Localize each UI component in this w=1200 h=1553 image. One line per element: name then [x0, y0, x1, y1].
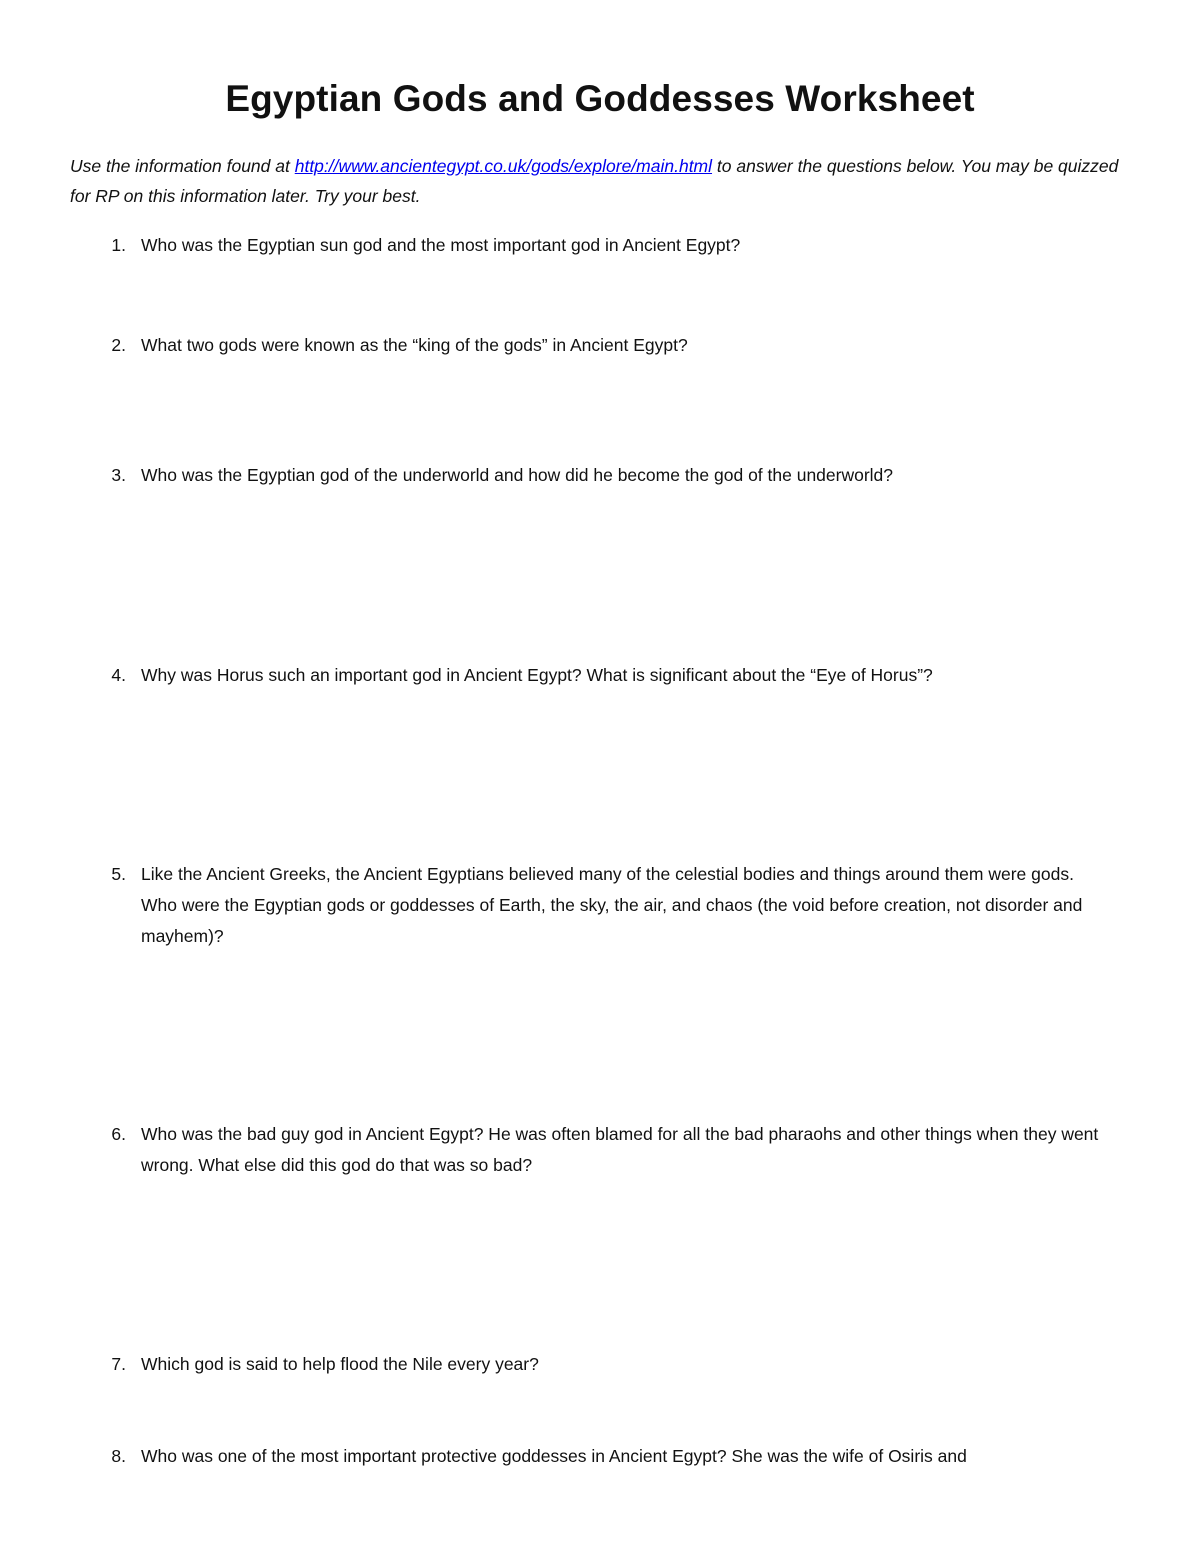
question-text: What two gods were known as the “king of the gods” in Ancient Egypt?	[141, 335, 688, 355]
question-number: 2.	[111, 335, 126, 355]
question-number: 1.	[111, 235, 126, 255]
intro-text-before-link: Use the information found at	[70, 156, 295, 176]
question-item	[100, 330, 1110, 361]
question-number: 5.	[111, 864, 126, 884]
question-text: Who was the Egyptian sun god and the most important god in Ancient Egypt?	[141, 235, 741, 255]
question-item	[100, 660, 1110, 691]
source-link[interactable]: http://www.ancientegypt.co.uk/gods/explore/main.html	[294, 156, 713, 176]
question-number: 7.	[111, 1354, 126, 1374]
question-number: 8.	[111, 1446, 126, 1466]
question-text: Who was the bad guy god in Ancient Egypt? He was often blamed for all the bad pharaohs and other things when they went wrong. What else did this god do that was so bad?	[141, 1124, 1099, 1175]
question-text: Who was one of the most important protective goddesses in Ancient Egypt? She was the wife of Osiris and	[141, 1446, 967, 1466]
question-item	[100, 1441, 1110, 1472]
question-item	[100, 1119, 1110, 1181]
question-number: 6.	[111, 1124, 126, 1144]
page-title: Egyptian Gods and Goddesses Worksheet	[225, 78, 975, 119]
question-text: Which god is said to help flood the Nile every year?	[141, 1354, 539, 1374]
intro-paragraph	[70, 151, 1140, 211]
question-item	[100, 460, 1110, 491]
question-number: 4.	[111, 665, 126, 685]
question-text: Why was Horus such an important god in Ancient Egypt? What is significant about the “Eye of Horus”?	[141, 665, 933, 685]
question-item	[100, 859, 1110, 952]
intro-text-after-link: to answer the questions below. You may be quizzed for RP on this information later. Try your best.	[70, 156, 1119, 206]
question-item	[100, 230, 1110, 261]
question-number: 3.	[111, 465, 126, 485]
question-text: Like the Ancient Greeks, the Ancient Egyptians believed many of the celestial bodies and things around them were gods. Who were the Egyptian gods or goddesses of Earth, the sky, the air, and chaos (the void before creation, not disorder and mayhem)?	[141, 864, 1083, 946]
question-text: Who was the Egyptian god of the underworld and how did he become the god of the underworld?	[141, 465, 894, 485]
question-item	[100, 1349, 1110, 1380]
